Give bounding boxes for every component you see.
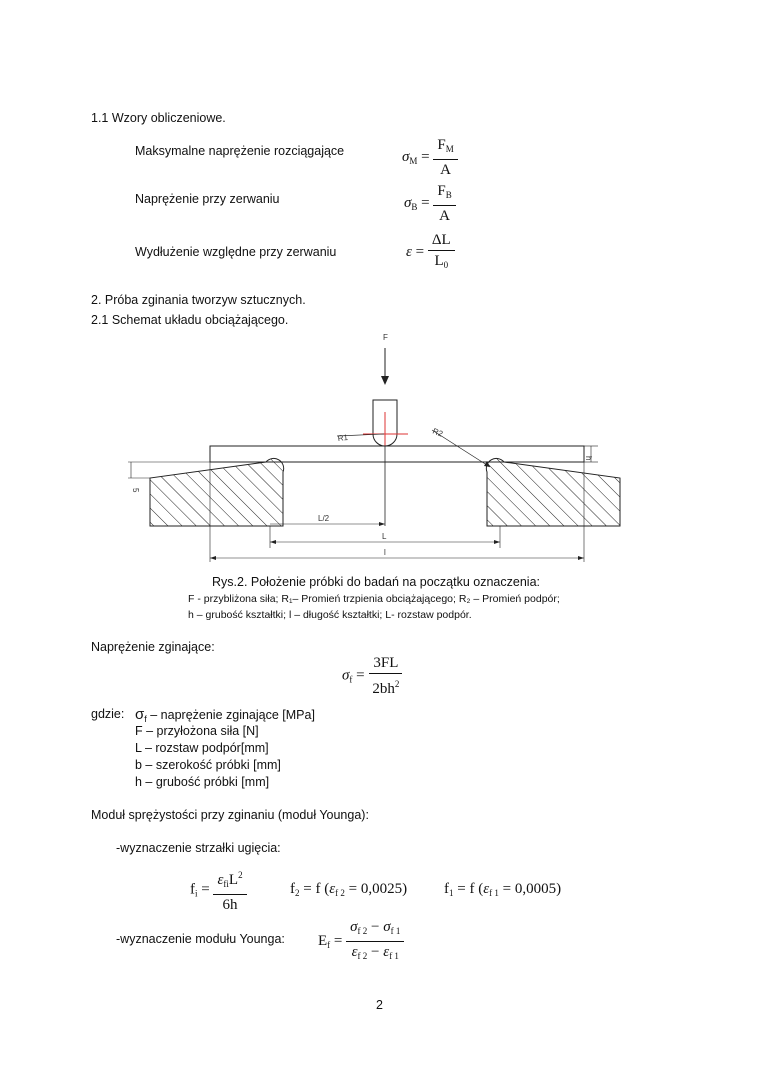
- where-item-thickness: h – grubość próbki [mm]: [135, 775, 270, 789]
- numerator-superscript: 2: [238, 870, 243, 880]
- lhs-subscript: i: [195, 888, 198, 899]
- half-span-label: L/2: [318, 514, 330, 523]
- fraction: [428, 231, 455, 274]
- subscript: f 1: [389, 951, 399, 961]
- numerator: [213, 866, 246, 895]
- sigma-symbol: σ: [350, 919, 358, 935]
- numerator-text: F: [437, 183, 446, 199]
- equals-sign: =: [415, 243, 425, 260]
- section-2-1-heading: 2.1 Schemat układu obciążającego.: [91, 313, 289, 327]
- numerator-subscript: M: [445, 144, 454, 154]
- deflection-label: -wyznaczenie strzałki ugięcia:: [116, 841, 281, 855]
- f1-lhs: f: [444, 881, 449, 897]
- length-arrow-right: [578, 556, 584, 560]
- epsilon-symbol: ε: [406, 243, 412, 260]
- numerator: [433, 182, 455, 206]
- fraction: [368, 654, 403, 698]
- numerator: [346, 918, 404, 942]
- epsilon-symbol: ε: [483, 881, 490, 897]
- equals-sign: =: [333, 932, 343, 949]
- subscript: f 1: [390, 926, 401, 936]
- f1-open: = f (: [453, 881, 484, 897]
- sigma-symbol: σ: [135, 706, 145, 723]
- max-stress-label: Maksymalne naprężenie rozciągające: [135, 144, 345, 158]
- where-item-text: – naprężenie zginające [MPa]: [146, 708, 315, 722]
- r2-label: R2: [431, 426, 445, 439]
- denominator: A: [440, 162, 451, 178]
- where-item-width: b – szerokość próbki [mm]: [135, 758, 281, 772]
- denominator: [348, 942, 403, 965]
- elongation-label: Wydłużenie względne przy zerwaniu: [135, 245, 337, 259]
- denominator-superscript: 2: [394, 679, 400, 689]
- f2-open: = f (: [299, 881, 330, 897]
- epsilon-subscript: f 1: [489, 888, 499, 898]
- half-span-arrow: [379, 522, 385, 526]
- young-label: -wyznaczenie modułu Younga:: [116, 932, 285, 946]
- bending-stress-label: Naprężenie zginające:: [91, 640, 215, 654]
- sigma-symbol: σ: [402, 148, 410, 165]
- specimen: [210, 446, 584, 462]
- length-label: l: [384, 548, 386, 557]
- where-item-span: L – rozstaw podpór[mm]: [135, 741, 269, 755]
- figure-caption-line-1: F - przybliżona siła; R₁– Promień trzpienia obciążającego; R₂ – Promień podpór;: [188, 593, 560, 605]
- where-item-force: F – przyłożona siła [N]: [135, 724, 259, 738]
- length-arrow-left: [210, 556, 216, 560]
- subscript: B: [411, 201, 418, 212]
- numerator-text: L: [228, 872, 239, 888]
- force-label: F: [383, 333, 388, 342]
- break-stress-label: Naprężenie przy zerwaniu: [135, 192, 280, 206]
- fraction: [433, 136, 457, 179]
- f2-value: = 0,0025): [344, 881, 408, 897]
- f1-value: = 0,0005): [498, 881, 562, 897]
- subscript: f 2: [357, 926, 368, 936]
- subscript: f: [349, 674, 353, 685]
- numerator-subscript: B: [445, 190, 452, 200]
- where-item-sigma: [135, 706, 315, 724]
- break-stress-formula: [404, 182, 456, 225]
- span-arrow-left: [270, 540, 276, 544]
- left-support: [150, 458, 284, 526]
- right-support: [486, 458, 620, 526]
- epsilon-symbol: ε: [351, 944, 358, 960]
- epsilon-symbol: ε: [329, 881, 336, 897]
- epsilon-subscript: f 2: [335, 888, 345, 898]
- fraction: [213, 866, 246, 914]
- fraction: [433, 182, 455, 225]
- lhs: E: [318, 932, 328, 949]
- subscript: f 2: [357, 951, 368, 961]
- numerator-text: F: [437, 137, 446, 153]
- loading-schema-diagram: [0, 330, 760, 570]
- figure-caption-line-2: h – grubość kształtki; l – długość kształtki; L- rozstaw podpór.: [188, 609, 472, 621]
- tilt-label: 5: [131, 488, 140, 493]
- denominator-subscript: 0: [443, 260, 449, 270]
- numerator: [433, 136, 457, 160]
- denominator-text: L: [434, 253, 444, 269]
- lhs-subscript: f: [327, 939, 331, 950]
- subscript: f: [144, 714, 147, 724]
- equals-sign: =: [356, 667, 365, 684]
- young-formula: [318, 918, 404, 965]
- where-prefix: gdzie:: [91, 707, 125, 721]
- section-1-1-heading: 1.1 Wzory obliczeniowe.: [91, 111, 226, 125]
- modulus-heading: Moduł sprężystości przy zginaniu (moduł Younga):: [91, 808, 369, 822]
- max-stress-formula: [402, 136, 458, 179]
- equals-sign: =: [421, 194, 430, 211]
- denominator: A: [439, 208, 450, 224]
- f2-formula: [290, 881, 407, 898]
- h-label: h: [584, 456, 593, 461]
- span-label: L: [382, 532, 387, 541]
- minus-sign: −: [371, 944, 380, 960]
- subscript: M: [409, 155, 418, 166]
- deflection-formula: [190, 866, 247, 914]
- denominator: [430, 251, 452, 274]
- force-arrow-head: [381, 376, 389, 385]
- f1-formula: [444, 881, 561, 898]
- f1-subscript: 1: [449, 888, 454, 898]
- page-number: 2: [376, 998, 383, 1012]
- epsilon-symbol: ε: [383, 944, 390, 960]
- denominator: 6h: [222, 897, 238, 913]
- r1-label: R1: [337, 432, 349, 443]
- elongation-formula: [406, 231, 455, 274]
- denominator: [368, 674, 403, 698]
- equals-sign: =: [421, 148, 430, 165]
- equals-sign: =: [201, 881, 210, 898]
- f2-subscript: 2: [295, 888, 300, 898]
- numerator: 3FL: [369, 654, 402, 674]
- denominator-text: 2bh: [372, 681, 395, 697]
- figure-caption-title: Rys.2. Położenie próbki do badań na początku oznaczenia:: [212, 575, 540, 589]
- sigma-symbol: σ: [383, 919, 391, 935]
- sigma-symbol: σ: [342, 667, 350, 684]
- span-arrow-right: [494, 540, 500, 544]
- numerator: ΔL: [428, 231, 455, 251]
- sigma-symbol: σ: [404, 194, 412, 211]
- bending-stress-formula: [342, 654, 403, 698]
- numerator-subscript: fi: [223, 879, 229, 889]
- section-2-heading: 2. Próba zginania tworzyw sztucznych.: [91, 293, 306, 307]
- fraction: [346, 918, 404, 965]
- lhs: f: [190, 881, 195, 898]
- f2-lhs: f: [290, 881, 295, 897]
- epsilon-symbol: ε: [217, 872, 224, 888]
- minus-sign: −: [371, 919, 380, 935]
